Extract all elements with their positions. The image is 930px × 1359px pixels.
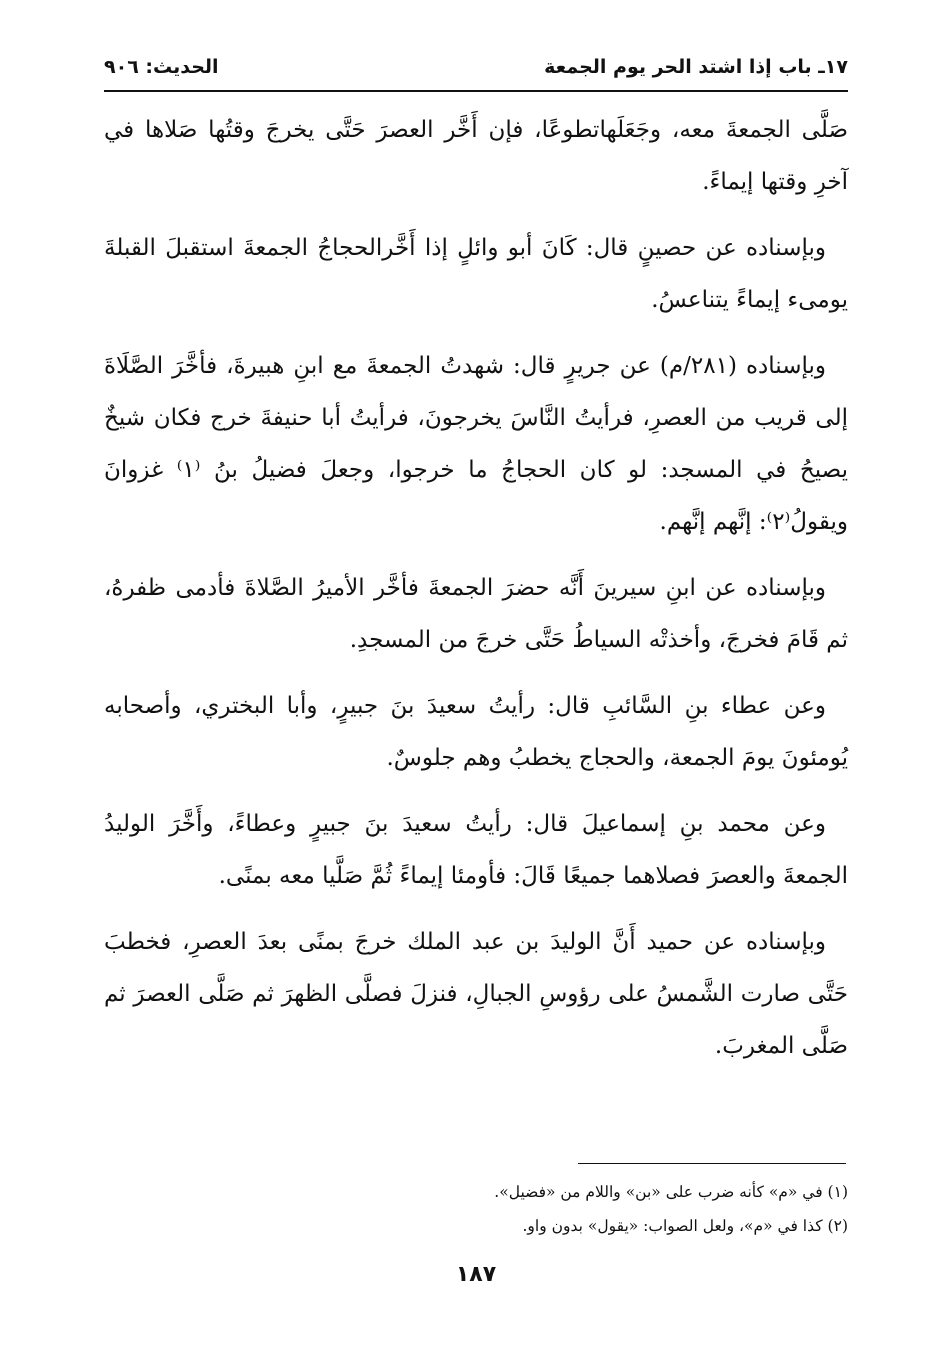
paragraph-7: وبإسناده عن حميد أَنَّ الوليدَ بن عبد الملك خرجَ بمنًى بعدَ العصرِ، فخطبَ حَتَّى صارت الشَّمسُ على رؤوسِ الجبالِ، فنزلَ فصلَّى الظهرَ ثم صَلَّى العصرَ ثم صَلَّى المغربَ. (104, 929, 848, 1059)
footnotes (104, 1175, 848, 1243)
footnote-1: (١) في «م» كأنه ضرب على «بن» واللام من «فضيل». (494, 1183, 848, 1201)
hadith-reference: الحديث: ٩٠٦ (104, 56, 219, 78)
main-text (104, 104, 848, 1086)
paragraph-2: وبإسناده عن حصينٍ قال: كَانَ أبو وائلٍ إذا أَخَّرالحجاجُ الجمعةَ استقبلَ القبلةَ يومىء إيماءً يتناعسُ. (104, 235, 848, 313)
page-number: ١٨٧ (455, 1262, 497, 1287)
paragraph-4: وبإسناده عن ابنِ سيرينَ أَنَّه حضرَ الجمعةَ فأخَّر الأميرُ الصَّلاةَ فأدمى ظفرهُ، ثم قَامَ فخرجَ، وأخذتْه السياطُ حَتَّى خرجَ من المسجدِ. (104, 575, 848, 653)
running-head (104, 50, 848, 90)
footnote-divider (578, 1163, 846, 1164)
header-divider (104, 90, 848, 92)
paragraph-3: وبإسناده (٢٨١/م) عن جريرٍ قال: شهدتُ الجمعةَ مع ابنِ هبيرةَ، فأخَّرَ الصَّلَاةَ إلى قريب من العصرِ، فرأيتُ النَّاسَ يخرجونَ، فرأيتُ أبا حنيفةَ خرج فكان شيخٌ يصيحُ في المسجد: لو كان الحجاجُ ما خرجوا، وجعلَ فضيلُ بنُ ⁽١⁾ غزوانَ ويقولُ⁽٢⁾: إنَّهم إنَّهم. (104, 353, 848, 535)
footnote-2: (٢) كذا في «م»، ولعل الصواب: «يقول» بدون واو. (522, 1217, 848, 1235)
chapter-title: ١٧ـ باب إذا اشتد الحر يوم الجمعة (544, 56, 848, 78)
paragraph-5: وعن عطاء بنِ السَّائبِ قال: رأيتُ سعيدَ بنَ جبيرٍ، وأبا البختري، وأصحابه يُومئونَ يومَ الجمعة، والحجاج يخطبُ وهم جلوسٌ. (104, 693, 848, 771)
paragraph-6: وعن محمد بنِ إسماعيلَ قال: رأيتُ سعيدَ بنَ جبيرٍ وعطاءً، وأَخَّرَ الوليدُ الجمعةَ والعصرَ فصلاهما جميعًا قَالَ: فأومئا إيماءً ثُمَّ صَلَّيا معه بمنًى. (104, 811, 848, 889)
paragraph-1: صَلَّى الجمعةَ معه، وجَعَلَهاتطوعًا، فإن أَخَّر العصرَ حَتَّى يخرجَ وقتُها صَلاها في آخرِ وقتها إيماءً. (104, 117, 848, 195)
